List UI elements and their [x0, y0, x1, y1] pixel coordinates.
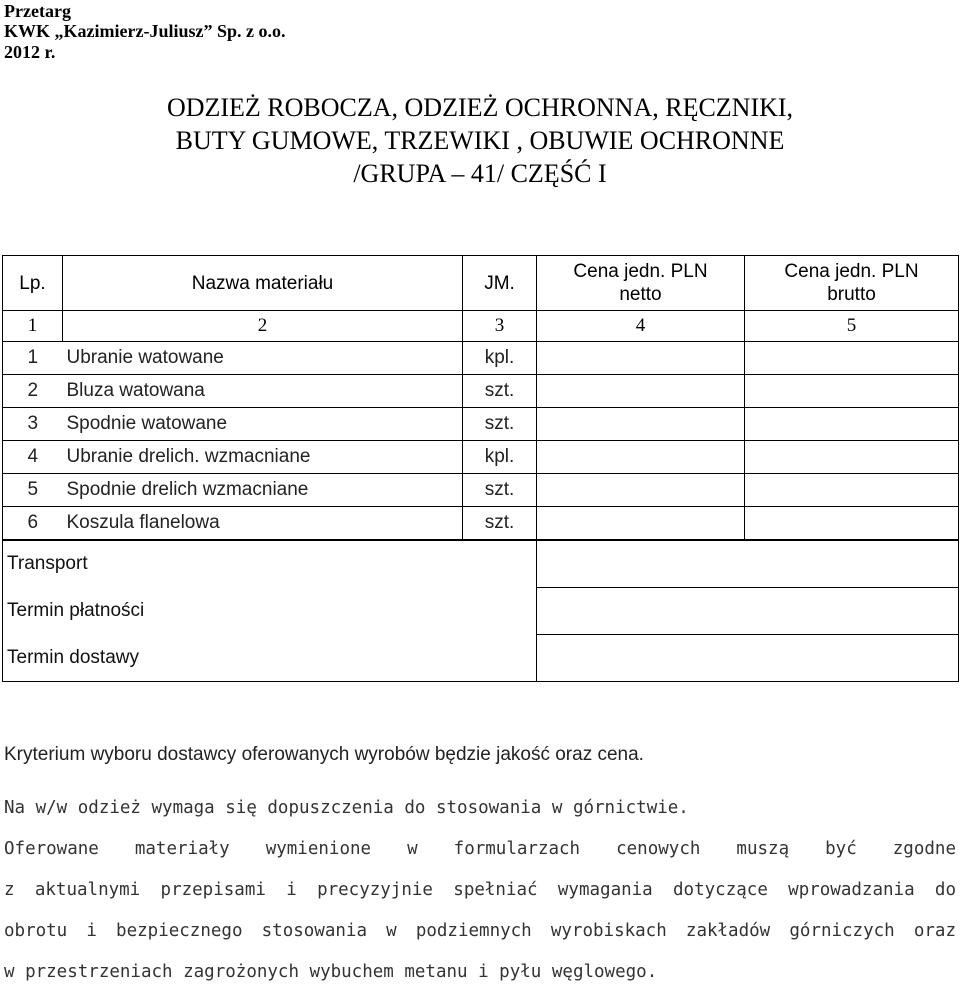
delivery-term-value-cell[interactable] — [537, 635, 959, 682]
transport-value-cell[interactable] — [537, 540, 959, 588]
tender-year: 2012 r. — [4, 42, 56, 62]
document-title-line-1: ODZIEŻ ROBOCZA, ODZIEŻ OCHRONNA, RĘCZNIKI, — [166, 93, 794, 122]
delivery-term-label: Termin dostawy — [3, 635, 537, 682]
compliance-paragraph-line-3: obrotu i bezpiecznego stosowania w podziemnych wyrobiskach zakładów górniczych oraz — [4, 921, 956, 941]
header-net-price-line-2: netto — [619, 284, 662, 305]
table-row — [3, 507, 959, 541]
column-number: 1 — [3, 311, 63, 342]
transport-label: Transport — [3, 540, 537, 588]
payment-term-row — [3, 588, 959, 635]
compliance-paragraph-line-2: z aktualnymi przepisami i precyzyjnie spełniać wymagania dotyczące wprowadzania do — [4, 880, 956, 900]
row-net-price-cell[interactable] — [537, 342, 745, 375]
row-net-price-cell[interactable] — [537, 408, 745, 441]
compliance-paragraph-line-1: Oferowane materiały wymienione w formularzach cenowych muszą być zgodne — [4, 839, 956, 859]
payment-term-value-cell[interactable] — [537, 588, 959, 635]
row-gross-price-cell[interactable] — [745, 408, 959, 441]
row-unit: kpl. — [463, 342, 537, 375]
document-title-line-3: /GRUPA – 41/ CZĘŚĆ I — [353, 159, 607, 188]
row-net-price-cell[interactable] — [537, 474, 745, 507]
row-material-name: Koszula flanelowa — [63, 507, 463, 541]
row-unit: szt. — [463, 507, 537, 541]
column-number: 4 — [537, 311, 745, 342]
row-lp: 3 — [3, 408, 63, 441]
table-header-row — [3, 256, 959, 311]
column-number: 5 — [745, 311, 959, 342]
table-row — [3, 375, 959, 408]
selection-criterion-text: Kryterium wyboru dostawcy oferowanych wyrobów będzie jakość oraz cena. — [4, 744, 644, 765]
delivery-term-row — [3, 635, 959, 682]
column-number-row — [3, 311, 959, 342]
column-number: 2 — [63, 311, 463, 342]
table-row — [3, 342, 959, 375]
row-material-name: Spodnie watowane — [63, 408, 463, 441]
row-gross-price-cell[interactable] — [745, 375, 959, 408]
row-gross-price-cell[interactable] — [745, 474, 959, 507]
column-number: 3 — [463, 311, 537, 342]
tender-label: Przetarg — [4, 1, 71, 21]
mine-company-name: KWK „Kazimierz-Juliusz” Sp. z o.o. — [4, 21, 286, 41]
row-net-price-cell[interactable] — [537, 375, 745, 408]
row-lp: 5 — [3, 474, 63, 507]
mining-approval-text: Na w/w odzież wymaga się dopuszczenia do stosowania w górnictwie. — [4, 798, 689, 818]
header-lp: Lp. — [3, 256, 63, 311]
row-net-price-cell[interactable] — [537, 507, 745, 541]
table-row — [3, 474, 959, 507]
row-material-name: Spodnie drelich wzmacniane — [63, 474, 463, 507]
table-row — [3, 441, 959, 474]
header-net-price-line-1: Cena jedn. PLN — [573, 261, 708, 282]
row-material-name: Ubranie watowane — [63, 342, 463, 375]
document-title-line-2: BUTY GUMOWE, TRZEWIKI , OBUWIE OCHRONNE — [175, 126, 785, 155]
header-gross-price-line-2: brutto — [827, 284, 876, 305]
row-gross-price-cell[interactable] — [745, 441, 959, 474]
row-unit: szt. — [463, 408, 537, 441]
row-unit: szt. — [463, 474, 537, 507]
header-material-name: Nazwa materiału — [63, 256, 463, 311]
transport-row — [3, 540, 959, 588]
row-unit: szt. — [463, 375, 537, 408]
header-unit: JM. — [463, 256, 537, 311]
row-lp: 1 — [3, 342, 63, 375]
row-gross-price-cell[interactable] — [745, 342, 959, 375]
row-lp: 4 — [3, 441, 63, 474]
row-material-name: Ubranie drelich. wzmacniane — [63, 441, 463, 474]
payment-term-label: Termin płatności — [3, 588, 537, 635]
row-lp: 6 — [3, 507, 63, 541]
header-net-price — [537, 256, 745, 311]
row-material-name: Bluza watowana — [63, 375, 463, 408]
row-unit: kpl. — [463, 441, 537, 474]
header-gross-price — [745, 256, 959, 311]
row-net-price-cell[interactable] — [537, 441, 745, 474]
row-lp: 2 — [3, 375, 63, 408]
price-table — [2, 255, 959, 682]
compliance-paragraph-line-4: w przestrzeniach zagrożonych wybuchem metanu i pyłu węglowego. — [4, 962, 658, 982]
header-gross-price-line-1: Cena jedn. PLN — [784, 261, 919, 282]
row-gross-price-cell[interactable] — [745, 507, 959, 541]
table-row — [3, 408, 959, 441]
